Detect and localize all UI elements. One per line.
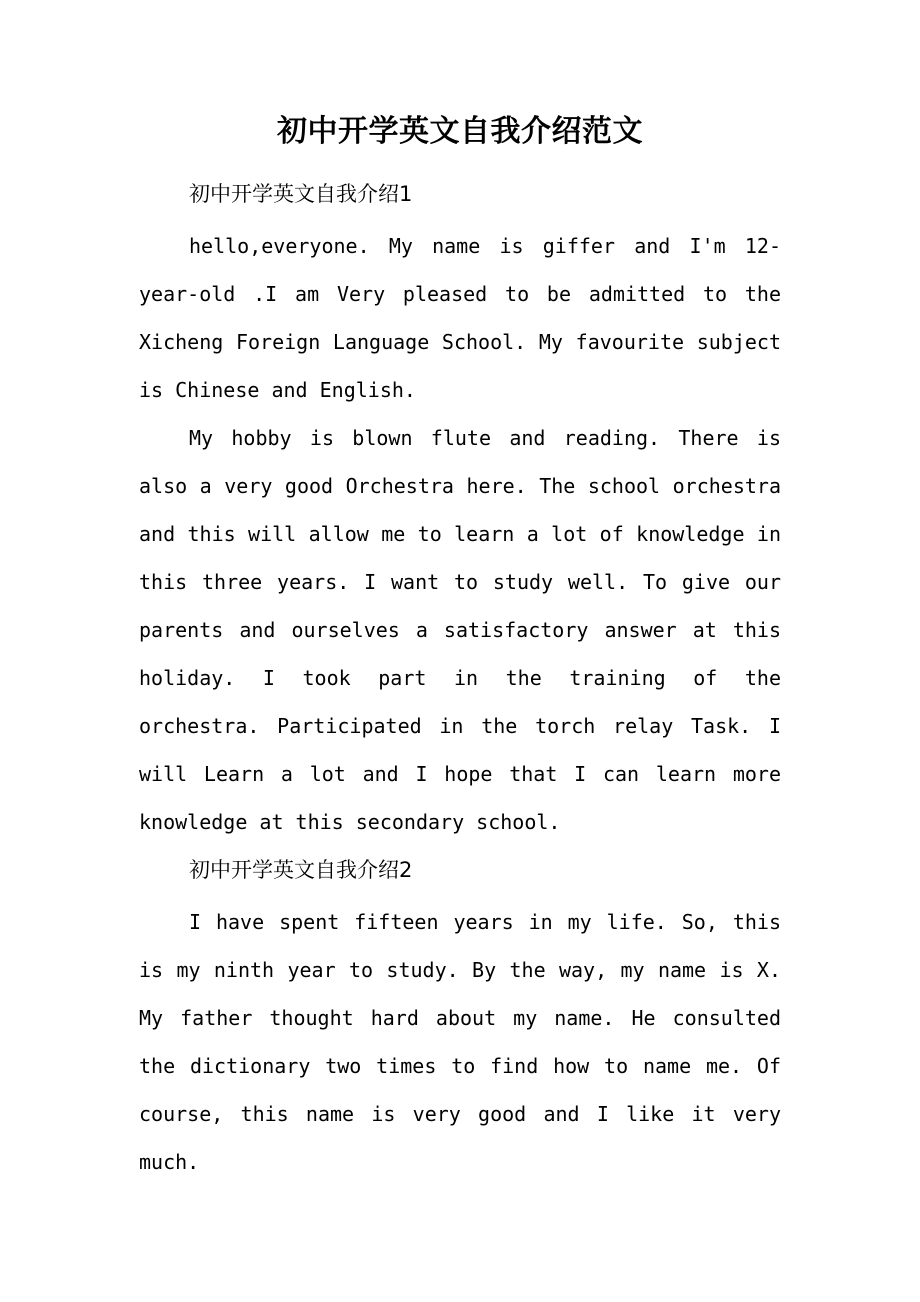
section-heading: 初中开学英文自我介绍2 — [189, 858, 413, 882]
section-1 — [139, 170, 781, 846]
paragraph: hello,everyone. My name is giffer and I'm 12-year-old .I am Very pleased to be admitted to the Xicheng Foreign Language School. My favourite subject is Chinese and English. — [139, 234, 781, 402]
paragraph: My hobby is blown flute and reading. There is also a very good Orchestra here. The school orchestra and this will allow me to learn a lot of knowledge in this three years. I want to study well. To give our parents and ourselves a satisfactory answer at this holiday. I took part in the training of the orchestra. Participated in the torch relay Task. I will Learn a lot and I hope that I can learn more knowledge at this secondary school. — [139, 426, 781, 834]
paragraph: I have spent fifteen years in my life. So, this is my ninth year to study. By the way, my name is X. My father thought hard about my name. He consulted the dictionary two times to find how to name me. Of course, this name is very good and I like it very much. — [139, 910, 781, 1174]
section-heading: 初中开学英文自我介绍1 — [189, 182, 413, 206]
document-title: 初中开学英文自我介绍范文 — [277, 114, 643, 149]
document-body — [139, 170, 781, 1186]
section-2 — [139, 846, 781, 1186]
